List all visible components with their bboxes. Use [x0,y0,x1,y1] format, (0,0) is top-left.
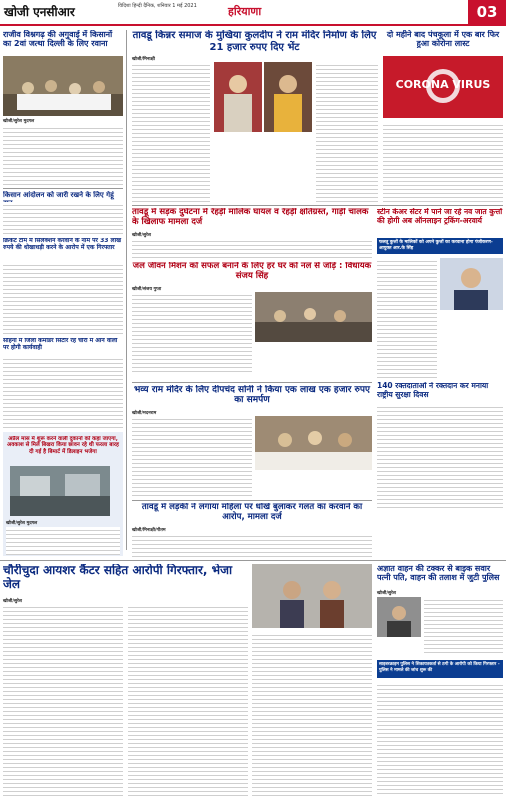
body-s5 [132,62,210,202]
byline-s12: खोजी/मिनाक्षी/गौतम [132,528,166,533]
body-s6 [383,122,503,202]
photo-kinnar-leader [214,62,262,132]
byline-s13: खोजी/सुरेश मुदगल [6,521,38,526]
photo-market [10,466,110,516]
headline-s7: तावडू में सड़क दुर्घटना में रेहड़ी मालिक घायल व रेहड़ी क्षतिग्रस्त, गाड़ी चालक के खिलाफ मामला दर्ज [132,208,369,227]
headline-s14: चौरीचुदा आयशर कैंटर सहित आरोपी गिरफ्तार, भेजा जेल [3,564,233,591]
headline-s4: सोहना में जिला कमांडर सिटीर रहे चोरी में आने वालों पर होगी कार्यवाही [3,338,118,351]
byline-s15: खोजी/सुरेश [377,591,396,596]
body-s4 [3,356,123,428]
headline-s16: साइबरक्राइम पुलिस ने शिकायतकर्ता से ठगी के आरोपी को किया गिरफ्तार - पुलिस ने मामले की जांच शुरू की [377,660,503,678]
headline-s5: तावडू किन्नर समाज के मुखिया कुलदीप ने राम मंदिर निर्माण के लिए 21 हजार रुपए दिए भेंट [132,30,377,53]
body-s7 [132,238,372,258]
subhead-s9: फलतू कुत्तों के मालिकों को अपने कुत्तों का करवाना होगा पंजीकरण- आयुक्त आर.के सिंह [377,238,503,254]
headline-s11: 140 रक्तदाताओं ने रक्तदान कर मनाया राष्ट्रीय सुरक्षा दिवस [377,382,489,399]
headline-s13: अप्रैल मास में शुरू करने वाली दुकानों को कहा जाएगा, अवकाश से मिले बिखरा किया छावन रहे थी फरला बारह दी गई है बिमार्ट में डिलाइन भजेगा [7,436,119,455]
section-title: हरियाणा [228,5,262,18]
body-s5-cont [316,62,378,202]
headline-s12: तावडू में लड़की ने लगाया महिला पर धोखे बुलाकर गलत का करवाने का आरोप, मामला दर्ज [141,503,363,522]
byline-s14: खोजी/सुरेश [3,599,22,604]
body-s3 [3,262,123,334]
divider [132,382,372,383]
brand-logo: खोजी एनसीआर [4,5,75,19]
page-number: 03 [468,0,506,24]
body-s2 [3,202,123,234]
body-s9 [377,258,437,378]
body-s1 [3,125,123,185]
photo-donation-event [255,416,372,470]
photo-temple-donation [264,62,312,132]
photo-accused [252,564,372,628]
byline-s8: खोजी/संजय गुप्ता [132,287,162,292]
headline-s1: राजीव विश्नगढ़ की अगुवाई में किसानों का 2वां जत्था दिल्ली के लिए रवाना [3,30,113,49]
byline-s10: खोजी/मदनराम [132,411,157,416]
photo-accident [377,597,421,637]
dateline: विदिशा हिन्दी दैनिक, शनिवार 1 मई 2021 [118,3,197,9]
body-s16 [377,682,503,796]
body-s14-col1 [3,604,123,796]
virus-label: CORONA VIRUS [395,78,491,91]
headline-s10: भव्य राम मंदिर के लिए दीपचंद सोनी ने किया एक लाख एक हजार रुपए का समर्पण [133,385,370,406]
photo-farmers-convoy [3,56,123,116]
body-s10 [132,416,252,496]
column-rule [126,30,127,550]
body-s13 [6,527,120,555]
divider [132,500,372,501]
divider [3,188,123,189]
body-s15 [424,597,503,655]
body-s14-col3 [252,632,372,796]
photo-mla-meeting [255,292,372,342]
body-s14-col2 [128,604,248,796]
byline-s1: खोजी/सुरेश मुदगल [3,119,35,124]
headline-s15: अज्ञात वाहन की टक्कर से बाइक सवार पत्नी पति, वाहन की तलाश में जुटी पुलिस [377,564,500,583]
masthead [0,0,506,26]
byline-s7: खोजी/सुरेश [132,233,151,238]
corona-virus-graphic [383,56,503,118]
body-s11 [377,404,503,508]
divider [0,560,506,561]
body-s8 [132,292,252,372]
divider [132,205,503,206]
headline-s6: दो महीने बाद पंचकूला में एक बार फिर हुआ कोरोना लास्ट [386,30,500,49]
photo-commissioner [440,258,503,310]
body-s12 [132,533,372,557]
headline-s2: किसान आंदोलन को जारी रखने के लिए गेहूं [3,191,114,199]
headline-s8: जल जीवन मिशन को सफल बनाने के लिए हर घर को नल से जोड़े : विधायक संजय सिंह [132,262,372,281]
headline-s9: स्टीन केअर सेंटर में पाने जा रहे नव जात कुत्तों की होगी अब ऑनलाइन ट्रकिंग-अरवार्य [377,208,503,225]
headline-s3: क्रिकेट टीम में सिलेक्शन करवाने के नाम पर 33 लाख रुपये की धोखाधड़ी करने के आरोप में एक गिरफ्तार [3,238,122,251]
byline-s5: खोजी/मिनाक्षी [132,57,155,62]
